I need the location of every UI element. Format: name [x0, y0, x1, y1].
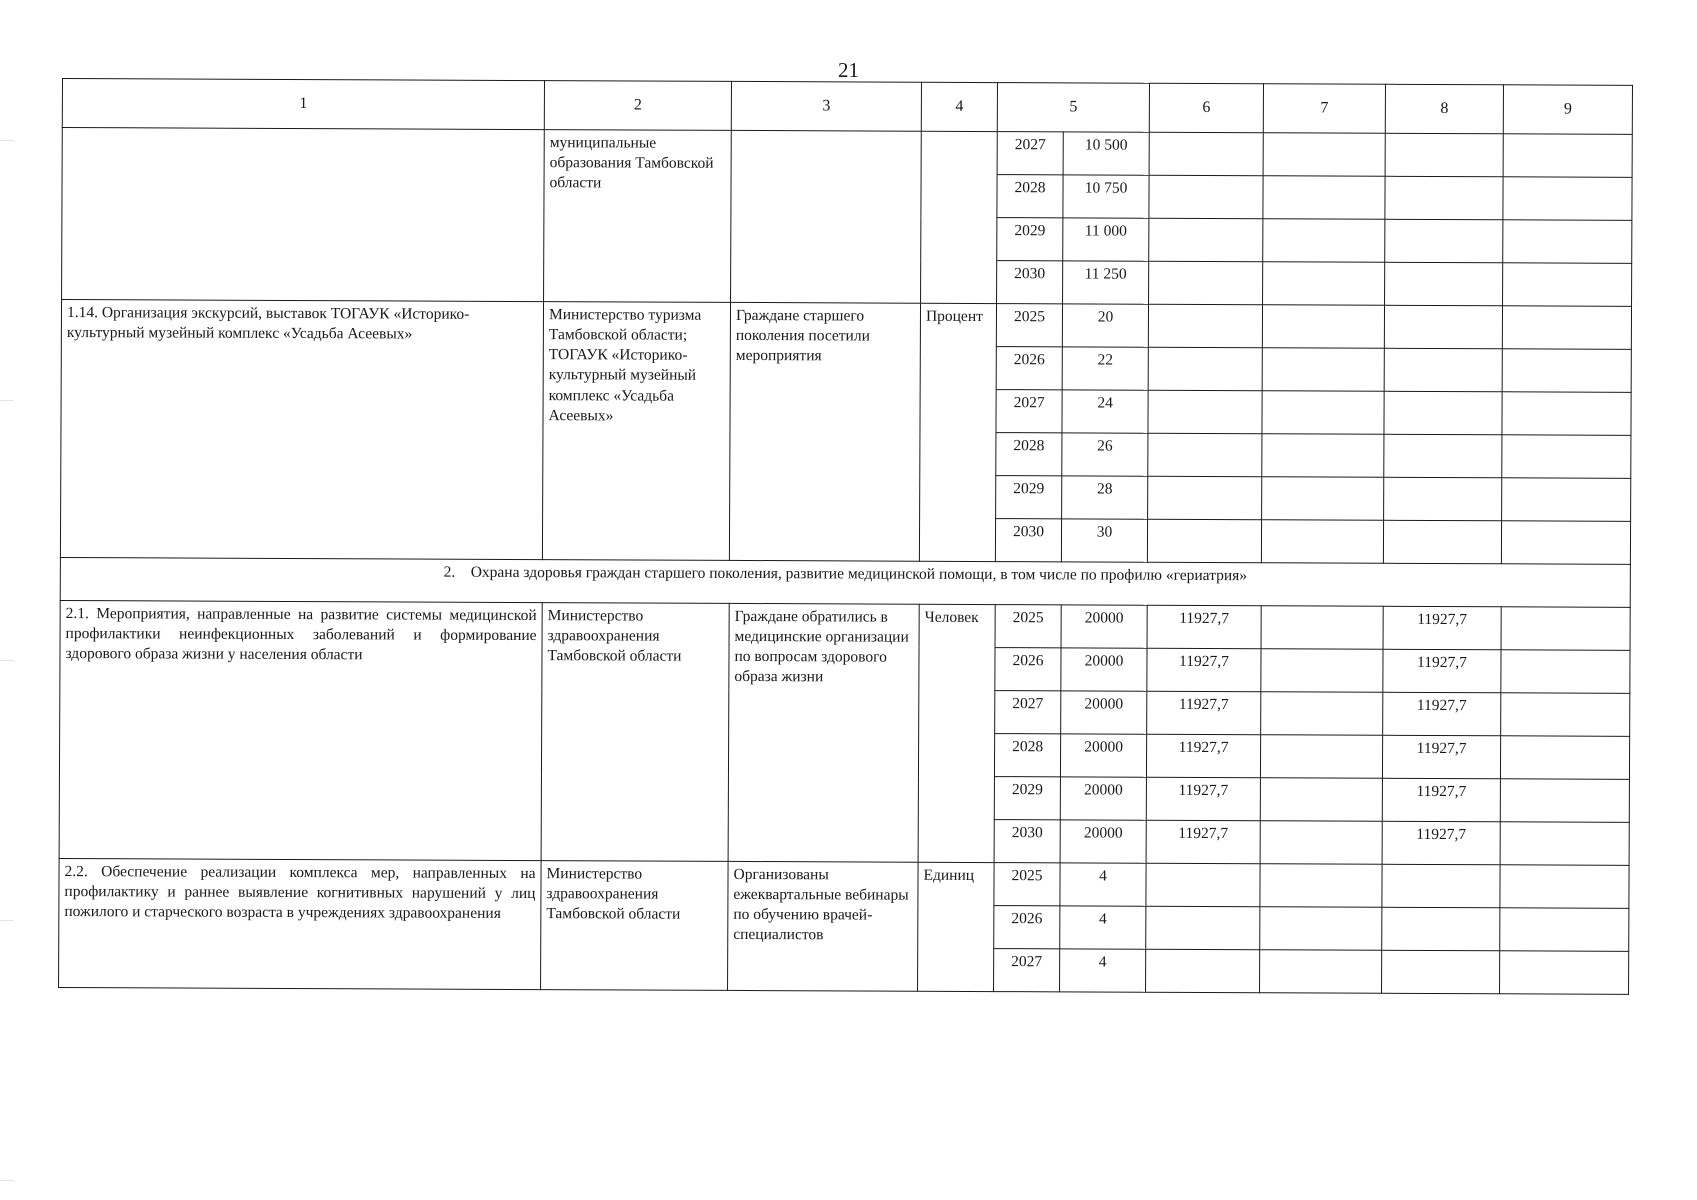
header-col-7: 7	[1263, 84, 1385, 134]
col8-cell	[1384, 434, 1502, 478]
value-cell: 28	[1062, 476, 1148, 519]
col6-cell	[1148, 390, 1262, 433]
col9-cell	[1502, 392, 1631, 436]
year-cell: 2026	[996, 347, 1062, 390]
unit-cell: Человек	[918, 604, 995, 862]
col7-cell	[1261, 692, 1383, 736]
unit-cell: Единиц	[918, 862, 995, 991]
header-col-5: 5	[997, 83, 1149, 133]
header-col-2: 2	[544, 81, 731, 131]
header-col-4: 4	[921, 82, 997, 131]
col9-cell	[1500, 736, 1629, 780]
measure-cell: 2.1. Мероприятия, направленные на развитие системы медицинской профилактики неинфекционных заболеваний и формирование здорового образа жизни у населения области	[59, 600, 542, 860]
col7-cell	[1261, 520, 1383, 564]
value-cell: 4	[1060, 863, 1146, 906]
table-row	[59, 858, 1629, 908]
col7-cell	[1262, 391, 1384, 435]
col9-cell	[1500, 908, 1629, 952]
indicator-cell	[731, 130, 922, 303]
year-cell: 2025	[994, 863, 1060, 906]
col6-cell: 11927,7	[1146, 777, 1260, 820]
indicator-cell: Граждане обратились в медицинские организации по вопросам здорового образа жизни	[728, 603, 919, 862]
col8-cell	[1385, 133, 1503, 177]
value-cell: 26	[1062, 433, 1148, 476]
value-cell: 20	[1062, 304, 1148, 347]
col8-cell	[1382, 907, 1500, 951]
header-col-9: 9	[1503, 85, 1632, 135]
col7-cell	[1260, 778, 1382, 822]
unit-cell	[921, 131, 998, 303]
col9-cell	[1501, 693, 1630, 737]
col7-cell	[1260, 864, 1382, 908]
col6-cell: 11927,7	[1146, 734, 1260, 777]
value-cell: 10 500	[1063, 132, 1149, 175]
col8-cell	[1385, 262, 1503, 306]
year-cell: 2027	[996, 390, 1062, 433]
measure-cell: 1.14. Организация экскурсий, выставок ТОГАУК «Историко-культурный музейный комплекс «Усадьба Асеевых»	[60, 300, 543, 560]
col6-cell	[1146, 906, 1260, 949]
header-col-8: 8	[1385, 84, 1503, 134]
measure-cell: 2.2. Обеспечение реализации комплекса мер, направленных на профилактику и раннее выявление когнитивных нарушений у лиц пожилого и старческого возраста в учреждениях здравоохранения	[59, 858, 542, 989]
table-row	[61, 300, 1631, 350]
col7-cell	[1263, 219, 1385, 263]
col8-cell	[1382, 950, 1500, 994]
scan-edge-artifact	[0, 0, 14, 1200]
year-cell: 2027	[997, 132, 1063, 175]
col7-cell	[1261, 649, 1383, 693]
year-cell: 2030	[997, 261, 1063, 304]
col8-cell: 11927,7	[1383, 649, 1501, 693]
col7-cell	[1260, 735, 1382, 779]
executor-cell: муниципальные образования Тамбовской области	[544, 130, 732, 303]
year-cell: 2026	[994, 906, 1060, 949]
year-cell: 2027	[994, 949, 1060, 992]
year-cell: 2029	[997, 218, 1063, 261]
year-cell: 2026	[995, 648, 1061, 691]
header-col-3: 3	[731, 81, 921, 131]
col9-cell	[1503, 220, 1632, 264]
col9-cell	[1501, 650, 1630, 694]
document-table-area	[58, 78, 1632, 995]
col7-cell	[1261, 606, 1383, 650]
col9-cell	[1500, 822, 1629, 866]
value-cell: 20000	[1060, 734, 1146, 777]
col7-cell	[1260, 950, 1382, 994]
year-cell: 2030	[994, 820, 1060, 863]
col9-cell	[1502, 478, 1631, 522]
year-cell: 2028	[997, 175, 1063, 218]
col8-cell	[1384, 305, 1502, 349]
col6-cell	[1149, 261, 1263, 304]
col9-cell	[1500, 779, 1629, 823]
section-heading-row	[60, 557, 1630, 607]
executor-cell: Министерство туризма Тамбовской области; ТОГАУК «Историко-культурный музейный комплекс «Усадьба Асеевых»	[542, 302, 730, 561]
executor-cell: Министерство здравоохранения Тамбовской области	[541, 861, 729, 991]
col8-cell	[1384, 348, 1502, 392]
col9-cell	[1503, 263, 1632, 307]
page-number: 21	[838, 58, 859, 82]
year-cell: 2029	[996, 476, 1062, 519]
col6-cell	[1148, 304, 1262, 347]
col8-cell: 11927,7	[1383, 606, 1501, 650]
executor-cell: Министерство здравоохранения Тамбовской области	[541, 603, 729, 862]
col8-cell: 11927,7	[1382, 778, 1500, 822]
value-cell: 4	[1060, 906, 1146, 949]
value-cell: 20000	[1061, 605, 1147, 648]
col6-cell	[1149, 132, 1263, 175]
col6-cell	[1148, 476, 1262, 519]
col6-cell	[1148, 433, 1262, 476]
col9-cell	[1503, 134, 1632, 178]
col9-cell	[1503, 177, 1632, 221]
value-cell: 11 000	[1063, 218, 1149, 261]
col8-cell	[1385, 219, 1503, 263]
col9-cell	[1502, 349, 1631, 393]
value-cell: 30	[1061, 519, 1147, 562]
col9-cell	[1500, 865, 1629, 909]
header-col-1: 1	[62, 79, 544, 130]
year-cell: 2025	[996, 304, 1062, 347]
year-cell: 2028	[994, 734, 1060, 777]
value-cell: 20000	[1060, 777, 1146, 820]
col9-cell	[1502, 435, 1631, 479]
col7-cell	[1262, 348, 1384, 392]
table-row	[62, 128, 1632, 178]
unit-cell: Процент	[919, 303, 996, 561]
col8-cell: 11927,7	[1383, 692, 1501, 736]
col8-cell	[1384, 477, 1502, 521]
table-row	[60, 600, 1630, 650]
value-cell: 11 250	[1063, 261, 1149, 304]
value-cell: 10 750	[1063, 175, 1149, 218]
indicator-cell: Организованы ежеквартальные вебинары по обучению врачей-специалистов	[728, 861, 919, 991]
col6-cell	[1146, 863, 1260, 906]
value-cell: 24	[1062, 390, 1148, 433]
col9-cell	[1501, 521, 1630, 565]
program-measures-table	[58, 78, 1633, 995]
col6-cell: 11927,7	[1147, 691, 1261, 734]
col6-cell	[1148, 347, 1262, 390]
section-2-title: 2. Охрана здоровья граждан старшего поколения, развитие медицинской помощи, в том числе по профилю «гериатрия»	[60, 557, 1630, 607]
col7-cell	[1260, 821, 1382, 865]
col7-cell	[1260, 907, 1382, 951]
col8-cell: 11927,7	[1382, 821, 1500, 865]
col6-cell	[1146, 949, 1260, 992]
col8-cell	[1382, 864, 1500, 908]
value-cell: 22	[1062, 347, 1148, 390]
col8-cell	[1384, 391, 1502, 435]
col8-cell: 11927,7	[1382, 735, 1500, 779]
col7-cell	[1263, 262, 1385, 306]
col9-cell	[1502, 306, 1631, 350]
col7-cell	[1262, 305, 1384, 349]
col7-cell	[1263, 133, 1385, 177]
year-cell: 2030	[995, 519, 1061, 562]
col7-cell	[1262, 434, 1384, 478]
col6-cell: 11927,7	[1146, 820, 1260, 863]
year-cell: 2027	[995, 691, 1061, 734]
col9-cell	[1500, 951, 1629, 995]
value-cell: 20000	[1061, 691, 1147, 734]
measure-cell	[62, 128, 545, 302]
col7-cell	[1263, 176, 1385, 220]
year-cell: 2029	[994, 777, 1060, 820]
value-cell: 4	[1060, 949, 1146, 992]
indicator-cell: Граждане старшего поколения посетили мероприятия	[729, 302, 920, 561]
col8-cell	[1383, 520, 1501, 564]
col9-cell	[1501, 607, 1630, 651]
year-cell: 2025	[995, 605, 1061, 648]
col6-cell: 11927,7	[1147, 648, 1261, 691]
col7-cell	[1262, 477, 1384, 521]
col6-cell	[1149, 218, 1263, 261]
value-cell: 20000	[1060, 820, 1146, 863]
col6-cell: 11927,7	[1147, 605, 1261, 648]
col6-cell	[1149, 175, 1263, 218]
header-col-6: 6	[1149, 83, 1263, 132]
value-cell: 20000	[1061, 648, 1147, 691]
year-cell: 2028	[996, 433, 1062, 476]
col6-cell	[1147, 519, 1261, 562]
col8-cell	[1385, 176, 1503, 220]
column-number-header	[62, 79, 1632, 135]
